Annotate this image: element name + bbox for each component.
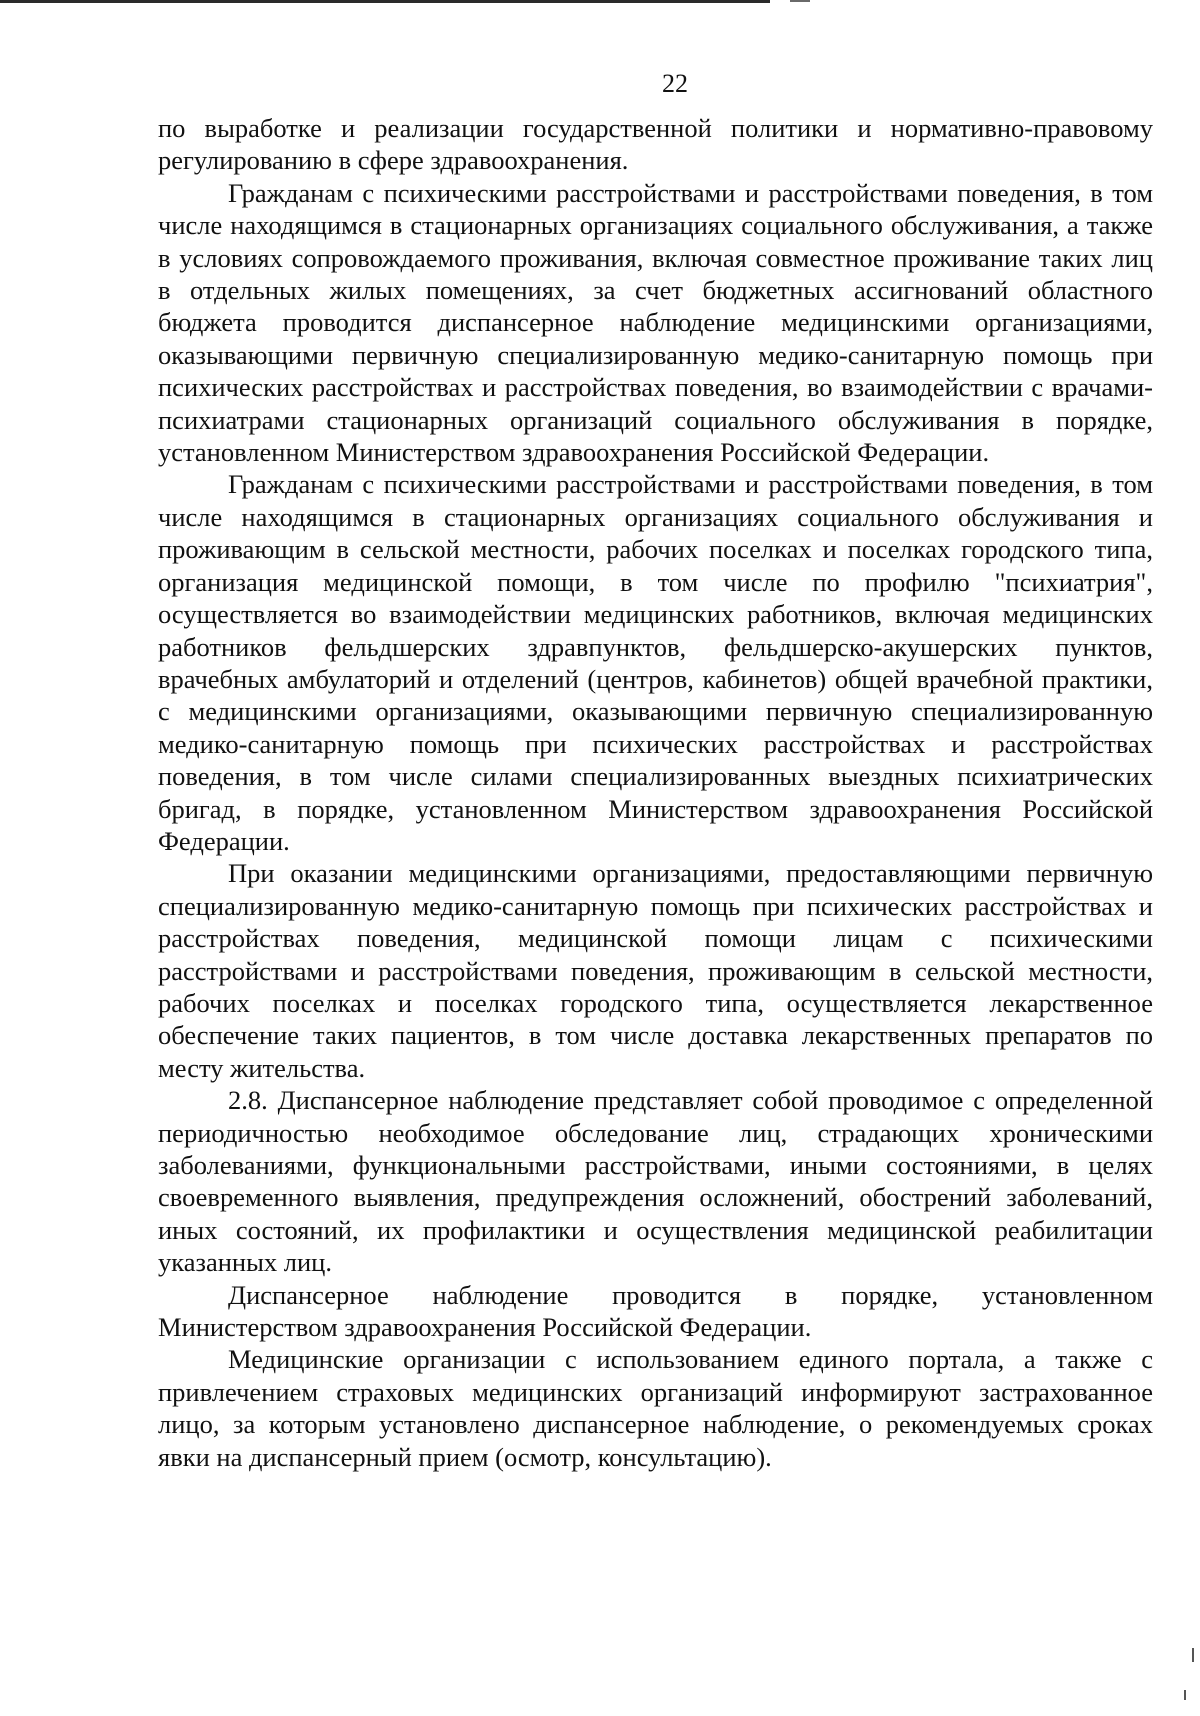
paragraph-dispensary-observation-social-care: Гражданам с психическими расстройствами и расстройствами поведения, в том числе находящимся в стационарных организациях социального обслуживания, а также в условиях сопровождаемого проживания, включая совместное проживание таких лиц в отдельных жилых помещениях, за счет бюджетных ассигнований областного бюджета проводится диспансерное наблюдение медицинскими организациями, оказывающими первичную специализированную медико-санитарную помощь при психических расстройствах и расстройствах поведения, во взаимодействии с врачами-психиатрами стационарных организаций социального обслуживания в порядке, установленном Министерством здравоохранения Российской Федерации. bbox=[158, 177, 1153, 468]
paragraph-continuation: по выработке и реализации государственной политики и нормативно-правовому регулированию в сфере здравоохранения. bbox=[158, 113, 1153, 176]
scan-artifact bbox=[1192, 1648, 1194, 1662]
scan-artifact bbox=[1184, 1690, 1186, 1700]
paragraph-patient-notification: Медицинские организации с использованием единого портала, а также с привлечением страховых медицинских организаций информируют застрахованное лицо, за которым установлено диспансерное наблюдение, о рекомендуемых сроках явки на диспансерный прием (осмотр, консультацию). bbox=[158, 1344, 1153, 1472]
scan-edge-mark bbox=[0, 0, 770, 3]
paragraph-section-2-8: 2.8. Диспансерное наблюдение представляет собой проводимое с определенной периодичностью необходимое обследование лиц, страдающих хроническими заболеваниями, функциональными расстройствами, иными состояниями, в целях своевременного выявления, предупреждения осложнений, обострений заболеваний, иных состояний, их профилактики и осуществления медицинской реабилитации указанных лиц. bbox=[158, 1085, 1153, 1278]
paragraph-dispensary-procedure: Диспансерное наблюдение проводится в порядке, установленном Министерством здравоохранения Российской Федерации. bbox=[158, 1279, 1153, 1343]
scan-edge-mark bbox=[790, 0, 810, 2]
paragraph-drug-provision: При оказании медицинскими организациями, предоставляющими первичную специализированную медико-санитарную помощь при психических расстройствах и расстройствах поведения, медицинской помощи лицам с психическими расстройствами и расстройствами поведения, проживающим в сельской местности, рабочих поселках и поселках городского типа, осуществляется лекарственное обеспечение таких пациентов, в том числе доставка лекарственных препаратов по месту жительства. bbox=[158, 858, 1153, 1083]
paragraph-rural-psychiatric-care: Гражданам с психическими расстройствами и расстройствами поведения, в том числе находящимся в стационарных организациях социального обслуживания и проживающим в сельской местности, рабочих поселках и поселках городского типа, организация медицинской помощи, в том числе по профилю "психиатрия", осуществляется во взаимодействии медицинских работников, включая медицинских работников фельдшерских здравпунктов, фельдшерско-акушерских пунктов, врачебных амбулаторий и отделений (центров, кабинетов) общей врачебной практики, с медицинскими организациями, оказывающими первичную специализированную медико-санитарную помощь при психических расстройствах и расстройствах поведения, в том числе силами специализированных выездных психиатрических бригад, в порядке, установленном Министерством здравоохранения Российской Федерации. bbox=[158, 469, 1153, 856]
document-body bbox=[158, 112, 1153, 1473]
page-number: 22 bbox=[662, 69, 688, 98]
